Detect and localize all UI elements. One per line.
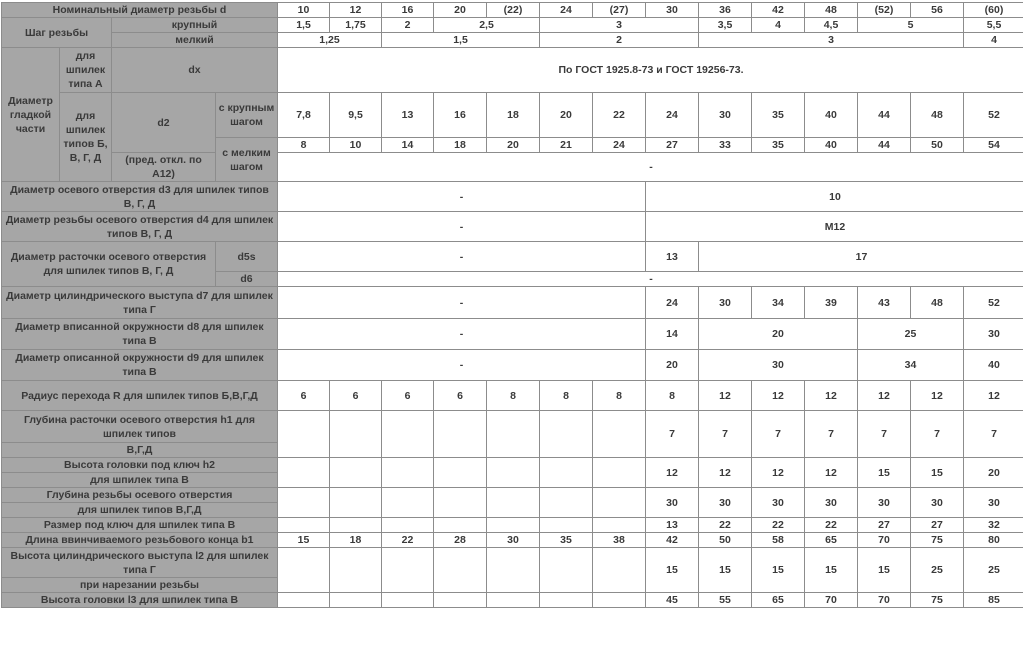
dash-cell: -	[278, 182, 646, 212]
d2-fine-value: 8	[278, 138, 330, 153]
fine-pitch-value: 3	[699, 33, 964, 48]
l3-value: 65	[752, 593, 805, 608]
d9-value: 34	[858, 350, 964, 381]
d8-label: Диаметр вписанной окружности d8 для шпилек типа В	[2, 319, 278, 350]
row-b1	[2, 533, 1023, 548]
dx-note: По ГОСТ 1925.8-73 и ГОСТ 19256-73.	[278, 48, 1023, 93]
row-d8	[2, 319, 1023, 350]
d2-coarse-value: 9,5	[330, 93, 382, 138]
l3-value: 70	[805, 593, 858, 608]
h1-value: 7	[858, 411, 911, 458]
d2-fine-value: 24	[593, 138, 646, 153]
fine-pitch-value: 4	[964, 33, 1023, 48]
h1-value: 7	[805, 411, 858, 458]
coarse-pitch-value: 2,5	[434, 18, 540, 33]
row-thread-depth	[2, 488, 1023, 503]
b1-value: 30	[487, 533, 540, 548]
nominal-value: 42	[752, 3, 805, 18]
row-d5	[2, 242, 1023, 272]
row-l3	[2, 593, 1023, 608]
d2-coarse-value: 52	[964, 93, 1023, 138]
d2-coarse-value: 16	[434, 93, 487, 138]
row-fine-pitch	[2, 33, 1023, 48]
row-d4	[2, 212, 1023, 242]
radius-value: 8	[487, 381, 540, 411]
l2-value: 25	[964, 548, 1023, 593]
nominal-value: 12	[330, 3, 382, 18]
dash-cell: -	[278, 153, 1023, 182]
l3-value: 85	[964, 593, 1023, 608]
l2-label-threading: при нарезании резьбы	[2, 578, 278, 593]
key-size-label: Размер под ключ для шпилек типа В	[2, 518, 278, 533]
thread-depth-value: 30	[752, 488, 805, 518]
d3-label: Диаметр осевого отверстия d3 для шпилек типов В, Г, Д	[2, 182, 278, 212]
thread-depth-value: 30	[646, 488, 699, 518]
d7-value: 48	[911, 287, 964, 319]
l2-value: 15	[646, 548, 699, 593]
row-d7	[2, 287, 1023, 319]
d7-value: 52	[964, 287, 1023, 319]
fine-pitch-value: 1,25	[278, 33, 382, 48]
h2-value: 12	[805, 458, 858, 488]
dx-label: dx	[112, 48, 278, 93]
coarse-pitch-value: 5,5	[964, 18, 1023, 33]
d2-tolerance-label: (пред. откл. по А12)	[112, 153, 216, 182]
coarse-pitch-value: 1,75	[330, 18, 382, 33]
nominal-value: 20	[434, 3, 487, 18]
d7-value: 30	[699, 287, 752, 319]
d3-value: 10	[646, 182, 1023, 212]
key-size-value: 22	[805, 518, 858, 533]
h2-label: Высота головки под ключ h2	[2, 458, 278, 473]
d8-value: 25	[858, 319, 964, 350]
d2-coarse-value: 35	[752, 93, 805, 138]
key-size-value: 13	[646, 518, 699, 533]
type-bvgd-label: для шпилек типов Б, В, Г, Д	[60, 93, 112, 182]
d4-label: Диаметр резьбы осевого отверстия d4 для шпилек типов В, Г, Д	[2, 212, 278, 242]
d2-coarse-value: 13	[382, 93, 434, 138]
coarse-pitch-value: 1,5	[278, 18, 330, 33]
thread-depth-value: 30	[858, 488, 911, 518]
b1-value: 22	[382, 533, 434, 548]
d2-coarse-value: 44	[858, 93, 911, 138]
d7-value: 24	[646, 287, 699, 319]
d6-symbol: d6	[216, 272, 278, 287]
d2-fine-value: 18	[434, 138, 487, 153]
b1-label: Длина ввинчиваемого резьбового конца b1	[2, 533, 278, 548]
thread-depth-value: 30	[699, 488, 752, 518]
nominal-value: 48	[805, 3, 858, 18]
fine-step-label: с мелким шагом	[216, 138, 278, 182]
h1-value: 7	[964, 411, 1023, 458]
coarse-pitch-value: 3,5	[699, 18, 752, 33]
radius-value: 12	[964, 381, 1023, 411]
radius-value: 12	[805, 381, 858, 411]
d8-value: 14	[646, 319, 699, 350]
b1-value: 42	[646, 533, 699, 548]
d2-coarse-value: 20	[540, 93, 593, 138]
coarse-pitch-value: 2	[382, 18, 434, 33]
coarse-pitch-value: 4,5	[805, 18, 858, 33]
coarse-pitch-value: 3	[540, 18, 699, 33]
dash-cell: -	[278, 350, 646, 381]
d2-coarse-value: 40	[805, 93, 858, 138]
h2-label-type: для шпилек типа В	[2, 473, 278, 488]
h1-label-types: В,Г,Д	[2, 443, 278, 458]
row-h1	[2, 411, 1023, 443]
d2-fine-value: 35	[752, 138, 805, 153]
h2-value: 15	[911, 458, 964, 488]
b1-value: 28	[434, 533, 487, 548]
fine-pitch-value: 2	[540, 33, 699, 48]
row-d2-coarse	[2, 93, 1023, 138]
radius-value: 8	[593, 381, 646, 411]
d2-coarse-value: 22	[593, 93, 646, 138]
h1-value: 7	[911, 411, 964, 458]
thread-depth-value: 30	[805, 488, 858, 518]
radius-value: 12	[858, 381, 911, 411]
row-d3	[2, 182, 1023, 212]
dash-cell: -	[278, 319, 646, 350]
b1-value: 75	[911, 533, 964, 548]
b1-value: 58	[752, 533, 805, 548]
stud-dimensions-table	[1, 2, 1023, 608]
smooth-part-label: Диаметр гладкой части	[2, 48, 60, 182]
radius-value: 6	[382, 381, 434, 411]
d9-value: 30	[699, 350, 858, 381]
key-size-value: 22	[699, 518, 752, 533]
b1-value: 70	[858, 533, 911, 548]
l2-label: Высота цилиндрического выступа l2 для шпилек типа Г	[2, 548, 278, 578]
dash-cell: -	[278, 242, 646, 272]
radius-value: 12	[752, 381, 805, 411]
dash-cell: -	[278, 212, 646, 242]
radius-value: 8	[646, 381, 699, 411]
fine-pitch-value: 1,5	[382, 33, 540, 48]
d2-coarse-value: 24	[646, 93, 699, 138]
key-size-value: 27	[911, 518, 964, 533]
d9-value: 20	[646, 350, 699, 381]
d7-value: 34	[752, 287, 805, 319]
l2-value: 15	[699, 548, 752, 593]
d2-fine-value: 50	[911, 138, 964, 153]
row-radius	[2, 381, 1023, 411]
key-size-value: 32	[964, 518, 1023, 533]
h2-value: 12	[646, 458, 699, 488]
radius-value: 12	[911, 381, 964, 411]
nominal-value: 10	[278, 3, 330, 18]
d9-label: Диаметр описанной окружности d9 для шпилек типа В	[2, 350, 278, 381]
row-dx	[2, 48, 1023, 93]
row-key-size	[2, 518, 1023, 533]
d7-label: Диаметр цилиндрического выступа d7 для шпилек типа Г	[2, 287, 278, 319]
b1-value: 18	[330, 533, 382, 548]
coarse-step-label: с крупным шагом	[216, 93, 278, 138]
row-l2	[2, 548, 1023, 578]
row-d9	[2, 350, 1023, 381]
nominal-value: 24	[540, 3, 593, 18]
d2-coarse-value: 18	[487, 93, 540, 138]
thread-depth-label: Глубина резьбы осевого отверстия	[2, 488, 278, 503]
key-size-value: 27	[858, 518, 911, 533]
thread-depth-value: 30	[964, 488, 1023, 518]
d2-fine-value: 33	[699, 138, 752, 153]
d2-coarse-value: 48	[911, 93, 964, 138]
key-size-value: 22	[752, 518, 805, 533]
b1-value: 80	[964, 533, 1023, 548]
coarse-pitch-label: крупный	[112, 18, 278, 33]
d2-fine-value: 21	[540, 138, 593, 153]
row-d2-tolerance	[2, 153, 1023, 167]
nominal-value: 16	[382, 3, 434, 18]
radius-value: 8	[540, 381, 593, 411]
l3-value: 45	[646, 593, 699, 608]
h2-value: 12	[699, 458, 752, 488]
thread-depth-value: 30	[911, 488, 964, 518]
dash-cell: -	[278, 287, 646, 319]
nominal-value: (52)	[858, 3, 911, 18]
radius-value: 6	[330, 381, 382, 411]
d2-coarse-value: 30	[699, 93, 752, 138]
d2-fine-value: 10	[330, 138, 382, 153]
nominal-value: (22)	[487, 3, 540, 18]
d7-value: 39	[805, 287, 858, 319]
nominal-value: 56	[911, 3, 964, 18]
coarse-pitch-value: 4	[752, 18, 805, 33]
pitch-label: Шаг резьбы	[2, 18, 112, 48]
d2-label: d2	[112, 93, 216, 153]
b1-value: 38	[593, 533, 646, 548]
d2-fine-value: 40	[805, 138, 858, 153]
d9-value: 40	[964, 350, 1023, 381]
nominal-diameter-label: Номинальный диаметр резьбы d	[2, 3, 278, 18]
d4-value: M12	[646, 212, 1023, 242]
d5-value: 17	[699, 242, 1023, 272]
l3-label: Высота головки l3 для шпилек типа В	[2, 593, 278, 608]
l2-value: 15	[752, 548, 805, 593]
thread-depth-label-types: для шпилек типов В,Г,Д	[2, 503, 278, 518]
d8-value: 30	[964, 319, 1023, 350]
type-a-label: для шпилек типа А	[60, 48, 112, 93]
row-coarse-pitch	[2, 18, 1023, 33]
d2-fine-value: 27	[646, 138, 699, 153]
h2-value: 15	[858, 458, 911, 488]
radius-value: 12	[699, 381, 752, 411]
h2-value: 12	[752, 458, 805, 488]
b1-value: 15	[278, 533, 330, 548]
fine-pitch-label: мелкий	[112, 33, 278, 48]
l3-value: 75	[911, 593, 964, 608]
nominal-value: 30	[646, 3, 699, 18]
l3-value: 70	[858, 593, 911, 608]
d2-fine-value: 54	[964, 138, 1023, 153]
d5-value: 13	[646, 242, 699, 272]
nominal-value: (27)	[593, 3, 646, 18]
l2-value: 15	[805, 548, 858, 593]
d2-coarse-value: 7,8	[278, 93, 330, 138]
coarse-pitch-value: 5	[858, 18, 964, 33]
radius-value: 6	[278, 381, 330, 411]
b1-value: 35	[540, 533, 593, 548]
h1-label: Глубина расточки осевого отверстия h1 для шпилек типов	[2, 411, 278, 443]
h2-value: 20	[964, 458, 1023, 488]
d5-label: Диаметр расточки осевого отверстия для шпилек типов В, Г, Д	[2, 242, 216, 287]
h1-value: 7	[752, 411, 805, 458]
nominal-value: 36	[699, 3, 752, 18]
d5-symbol: d5s	[216, 242, 278, 272]
d2-fine-value: 14	[382, 138, 434, 153]
d2-fine-value: 20	[487, 138, 540, 153]
b1-value: 50	[699, 533, 752, 548]
radius-value: 6	[434, 381, 487, 411]
row-h2	[2, 458, 1023, 473]
nominal-value: (60)	[964, 3, 1023, 18]
l3-value: 55	[699, 593, 752, 608]
row-nominal-diameter	[2, 3, 1023, 18]
h1-value: 7	[699, 411, 752, 458]
radius-label: Радиус перехода R для шпилек типов Б,В,Г,Д	[2, 381, 278, 411]
l2-value: 15	[858, 548, 911, 593]
l2-value: 25	[911, 548, 964, 593]
d8-value: 20	[699, 319, 858, 350]
h1-value: 7	[646, 411, 699, 458]
d2-fine-value: 44	[858, 138, 911, 153]
dash-cell: -	[278, 272, 1023, 287]
b1-value: 65	[805, 533, 858, 548]
d7-value: 43	[858, 287, 911, 319]
